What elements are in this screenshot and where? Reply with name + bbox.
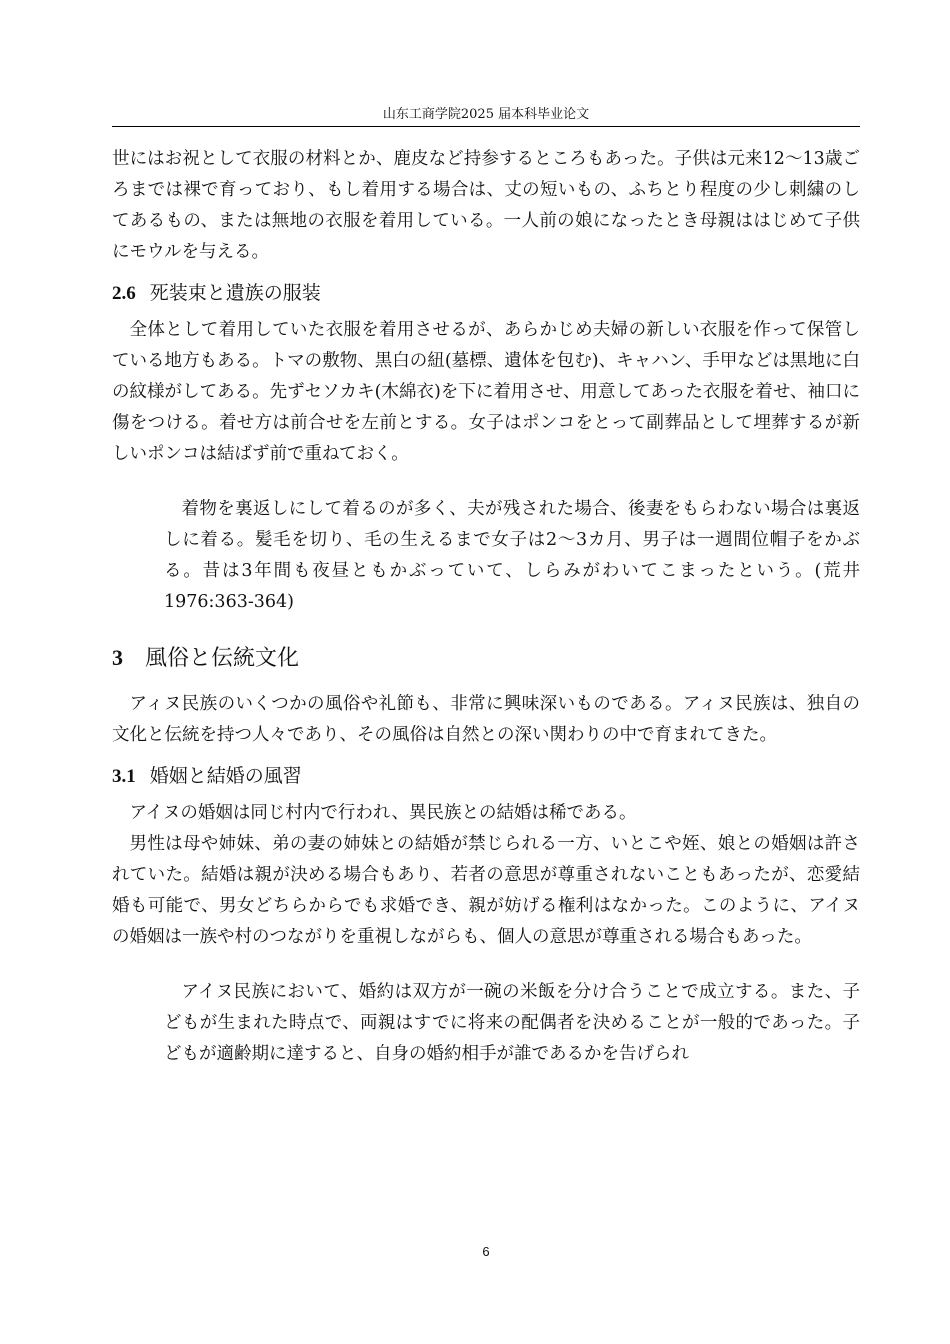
- paragraph-3-1-a: アイヌの婚姻は同じ村内で行われ、異民族との結婚は稀である。: [129, 803, 637, 823]
- paragraph-intro: 世にはお祝として衣服の材料とか、鹿皮など持参するところもあった。子供は元来12〜13歳ごろまでは裸で育っており、もし着用する場合は、丈の短いもの、ふちとり程度の少し刺繍のしてあるもの、または無地の衣服を着用している。一人前の娘になったとき母親ははじめて子供にモウルを与える。: [112, 149, 860, 262]
- chapter-heading-3: [112, 642, 860, 675]
- chapter-title: 風俗と伝統文化: [145, 646, 300, 671]
- paragraph-2-6: 全体として着用していた衣服を着用させるが、あらかじめ夫婦の新しい衣服を作って保管している地方もある。トマの敷物、黒白の紐(墓標、遺体を包む)、キャハン、手甲などは黒地に白の紋様がしてある。先ずセソカキ(木綿衣)を下に着用させ、用意してあった衣服を着せ、袖口に傷をつける。着せ方は前合せを左前とする。女子はポンコをとって副葬品として埋葬するが新しいポンコは結ばず前で重ねておく。: [112, 320, 860, 464]
- section-number: 2.6: [112, 283, 136, 304]
- section-heading-3-1: [112, 761, 860, 792]
- block-quote-2-6: 着物を裏返しにして着るのが多く、夫が残された場合、後妻をもらわない場合は裏返しに着る。髪毛を切り、毛の生えるまで女子は2〜3カ月、男子は一週間位帽子をかぶる。昔は3年間も夜昼ともかぶっていて、しらみがわいてこまったという。(荒井 1976:363-364): [164, 499, 860, 612]
- paragraph-3-1-b: 男性は母や姉妹、弟の妻の姉妹との結婚が禁じられる一方、いとこや姪、娘との婚姻は許されていた。結婚は親が決める場合もあり、若者の意思が尊重されないこともあったが、恋愛結婚も可能で、男女どちらからでも求婚でき、親が妨げる権利はなかった。このように、アイヌの婚姻は一族や村のつながりを重視しながらも、個人の意思が尊重される場合もあった。: [112, 834, 860, 947]
- running-header: 山东工商学院2025 届本科毕业论文: [382, 107, 590, 122]
- section-number: 3.1: [112, 766, 136, 787]
- section-title: 死装束と遺族の服装: [149, 282, 321, 304]
- chapter-number: 3: [112, 645, 123, 670]
- section-heading-2-6: [112, 278, 860, 309]
- header-rule: [112, 126, 860, 127]
- page-body: [112, 144, 860, 1070]
- paragraph-3: アィヌ民族のいくつかの風俗や礼節も、非常に興味深いものである。アィヌ民族は、独自の文化と伝統を持つ人々であり、その風俗は自然との深い関わりの中で育まれてきた。: [112, 694, 860, 745]
- section-title: 婚姻と結婚の風習: [149, 765, 302, 787]
- page-number: 6: [482, 1244, 490, 1259]
- block-quote-3-1: アイヌ民族において、婚約は双方が一碗の米飯を分け合うことで成立する。また、子どもが生まれた時点で、両親はすでに将来の配偶者を決めることが一般的であった。子どもが適齢期に達すると、自身の婚約相手が誰であるかを告げられ: [164, 982, 860, 1064]
